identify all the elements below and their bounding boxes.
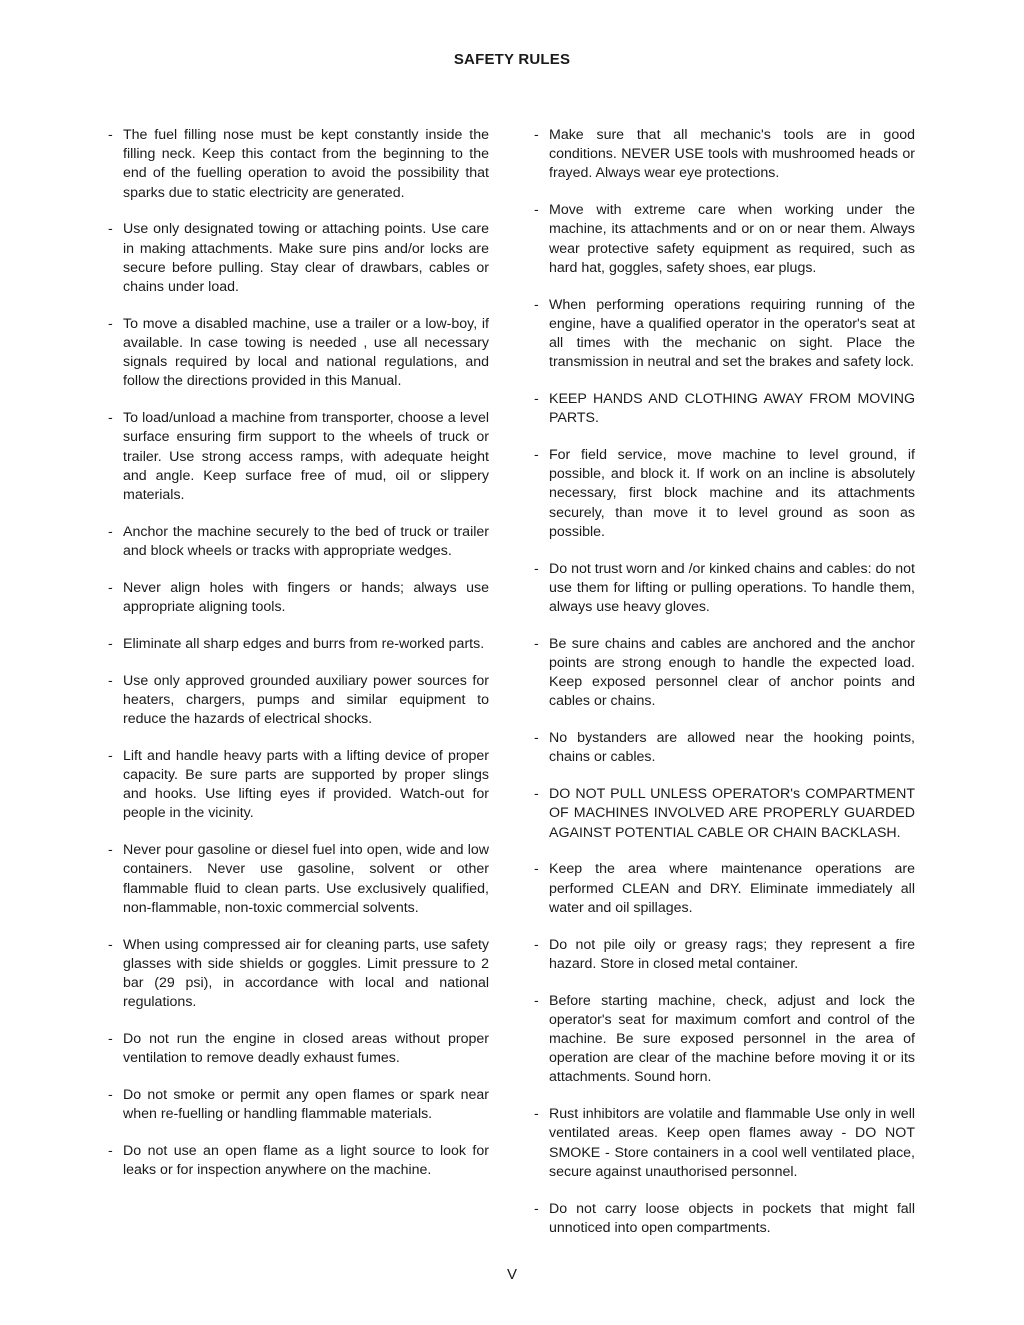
rule-text: No bystanders are allowed near the hooking points, chains or cables. [549,730,915,766]
rule-text: DO NOT PULL UNLESS OPERATOR's COMPARTMENT OF MACHINES INVOLVED ARE PROPERLY GUARDED AGAINST POTENTIAL CABLE OR CHAIN BACKLASH. [549,786,915,841]
safety-rule-item [108,315,489,392]
safety-rule-item [108,1030,489,1068]
rule-text: Do not trust worn and /or kinked chains and cables: do not use them for lifting or pulling operations. To handle them, always use heavy gloves. [549,560,915,616]
rule-dash: - [108,1031,113,1048]
safety-rule-item [108,523,489,561]
left-rules-column [108,126,489,1198]
rule-dash: - [534,127,539,143]
safety-rule-item [108,841,489,918]
rule-dash: - [534,1106,539,1123]
rule-dash: - [108,221,113,238]
rule-dash: - [108,579,113,596]
safety-rule-item [108,579,489,617]
safety-rule-item [108,747,489,824]
rule-text: Do not smoke or permit any open flames or spark near when re-fuelling or handling flammable materials. [123,1087,489,1123]
safety-rule-item [108,936,489,1013]
safety-rule-item [534,560,915,618]
page-title: SAFETY RULES [453,51,571,68]
rule-text: To load/unload a machine from transporter, choose a level surface ensuring firm support to the wheels of truck or trailer. Use strong access ramps, with adequate height and angle. Keep surface free of mud, oil or slippery materials. [123,410,489,504]
rule-dash: - [534,391,539,408]
rule-dash: - [534,635,539,652]
safety-rule-item [534,936,915,974]
rule-text: Be sure chains and cables are anchored and the anchor points are strong enough to handle the expected load. Keep exposed personnel clear of anchor points and cables or chains. [549,635,915,710]
rule-dash: - [534,202,539,219]
rule-text: Rust inhibitors are volatile and flammable Use only in well ventilated areas. Keep open flames away - DO NOT SMOKE - Store containers in a cool well ventilated place, secure against unauthorised personnel. [549,1106,915,1180]
rule-dash: - [108,127,113,143]
safety-rule-item [534,126,915,184]
safety-rule-item [534,446,915,542]
rule-text: Do not carry loose objects in pockets that might fall unnoticed into open compartments. [549,1200,915,1236]
rule-dash: - [534,1200,539,1217]
safety-rule-item [534,201,915,278]
rule-dash: - [534,992,539,1009]
rule-text: KEEP HANDS AND CLOTHING AWAY FROM MOVING PARTS. [549,391,915,427]
rule-text: The fuel filling nose must be kept constantly inside the filling neck. Keep this contact from the beginning to the end of the fuelling operation to avoid the possibility that sparks due to static electricity are generated. [123,127,489,201]
rule-dash: - [534,730,539,747]
safety-rule-item [108,1086,489,1124]
rule-dash: - [108,936,113,953]
rule-text: Do not pile oily or greasy rags; they represent a fire hazard. Store in closed metal container. [549,936,915,972]
rule-text: Keep the area where maintenance operations are performed CLEAN and DRY. Eliminate immediately all water and oil spillages. [549,861,915,916]
page-number: V [506,1266,517,1283]
rule-dash: - [534,861,539,878]
safety-rule-item [534,860,915,918]
rule-dash: - [108,1087,113,1104]
rule-dash: - [108,1143,113,1160]
rule-text: Never align holes with fingers or hands; always use appropriate aligning tools. [123,579,489,616]
rule-dash: - [108,410,113,427]
rule-dash: - [534,786,539,803]
rule-dash: - [534,936,539,953]
rule-text: When performing operations requiring running of the engine, have a qualified operator in the operator's seat at all times with the mechanic on sight. Place the transmission in neutral and set the brakes and safety lock. [549,296,915,371]
rule-text: Make sure that all mechanic's tools are in good conditions. NEVER USE tools with mushroomed heads or frayed. Always wear eye protections. [549,127,915,182]
rule-dash: - [534,447,539,464]
safety-rule-item [534,992,915,1088]
rule-text: Do not use an open flame as a light source to look for leaks or for inspection anywhere on the machine. [123,1143,489,1179]
rule-text: Do not run the engine in closed areas without proper ventilation to remove deadly exhaust fumes. [123,1031,489,1067]
safety-rule-item [108,635,489,654]
safety-rule-item [534,635,915,712]
safety-rule-item [534,729,915,767]
rule-text: Use only approved grounded auxiliary power sources for heaters, chargers, pumps and similar equipment to reduce the hazards of electrical shocks. [123,672,489,728]
rule-text: Use only designated towing or attaching points. Use care in making attachments. Make sure pins and/or locks are secure before pulling. Stay clear of drawbars, cables or chains under load. [123,221,489,296]
rule-dash: - [534,296,539,313]
rule-dash: - [108,315,113,332]
rule-text: Never pour gasoline or diesel fuel into open, wide and low containers. Never use gasoline, solvent or other flammable fluid to clean parts. Use exclusively qualified, non-flammable, non-toxic commercial solvents. [123,842,489,916]
rule-dash: - [108,747,113,764]
rule-text: To move a disabled machine, use a trailer or a low-boy, if available. In case towing is needed , use all necessary signals required by local and national regulations, and follow the directions provided in this Manual. [123,315,489,390]
rule-text: When using compressed air for cleaning parts, use safety glasses with side shields or goggles. Limit pressure to 2 bar (29 psi), in accordance with local and national regulations. [123,936,489,1011]
safety-rule-item [108,672,489,730]
rule-text: Move with extreme care when working under the machine, its attachments and or on or near them. Always wear protective safety equipment as required, such as hard hat, goggles, safety shoes, ear plugs. [549,202,915,276]
rule-text: Lift and handle heavy parts with a lifting device of proper capacity. Be sure parts are supported by proper slings and hooks. Use lifting eyes if provided. Watch-out for people in the vicinity. [123,747,489,822]
safety-rule-item [534,1200,915,1238]
rule-dash: - [108,672,113,689]
safety-rule-item [534,785,915,843]
safety-rule-item [534,390,915,428]
rule-dash: - [108,635,113,652]
safety-rule-item [108,1142,489,1180]
rule-text: For field service, move machine to level ground, if possible, and block it. If work on an incline is absolutely necessary, first block machine and its attachments securely, than move it to level ground as soon as possible. [549,447,915,540]
safety-rule-item [108,409,489,505]
rule-dash: - [108,842,113,859]
rule-text: Anchor the machine securely to the bed of truck or trailer and block wheels or tracks with appropriate wedges. [123,523,489,560]
rule-dash: - [108,523,113,540]
right-rules-column [534,126,915,1256]
rule-dash: - [534,560,539,577]
safety-rule-item [534,296,915,373]
safety-rule-item [534,1105,915,1182]
safety-rule-item [108,220,489,297]
safety-rule-item [108,126,489,203]
rule-text: Eliminate all sharp edges and burrs from re-worked parts. [123,635,485,652]
rule-text: Before starting machine, check, adjust and lock the operator's seat for maximum comfort and control of the machine. Be sure exposed personnel in the area of operation are clear of the machine before moving it or its attachments. Sound horn. [549,992,915,1086]
